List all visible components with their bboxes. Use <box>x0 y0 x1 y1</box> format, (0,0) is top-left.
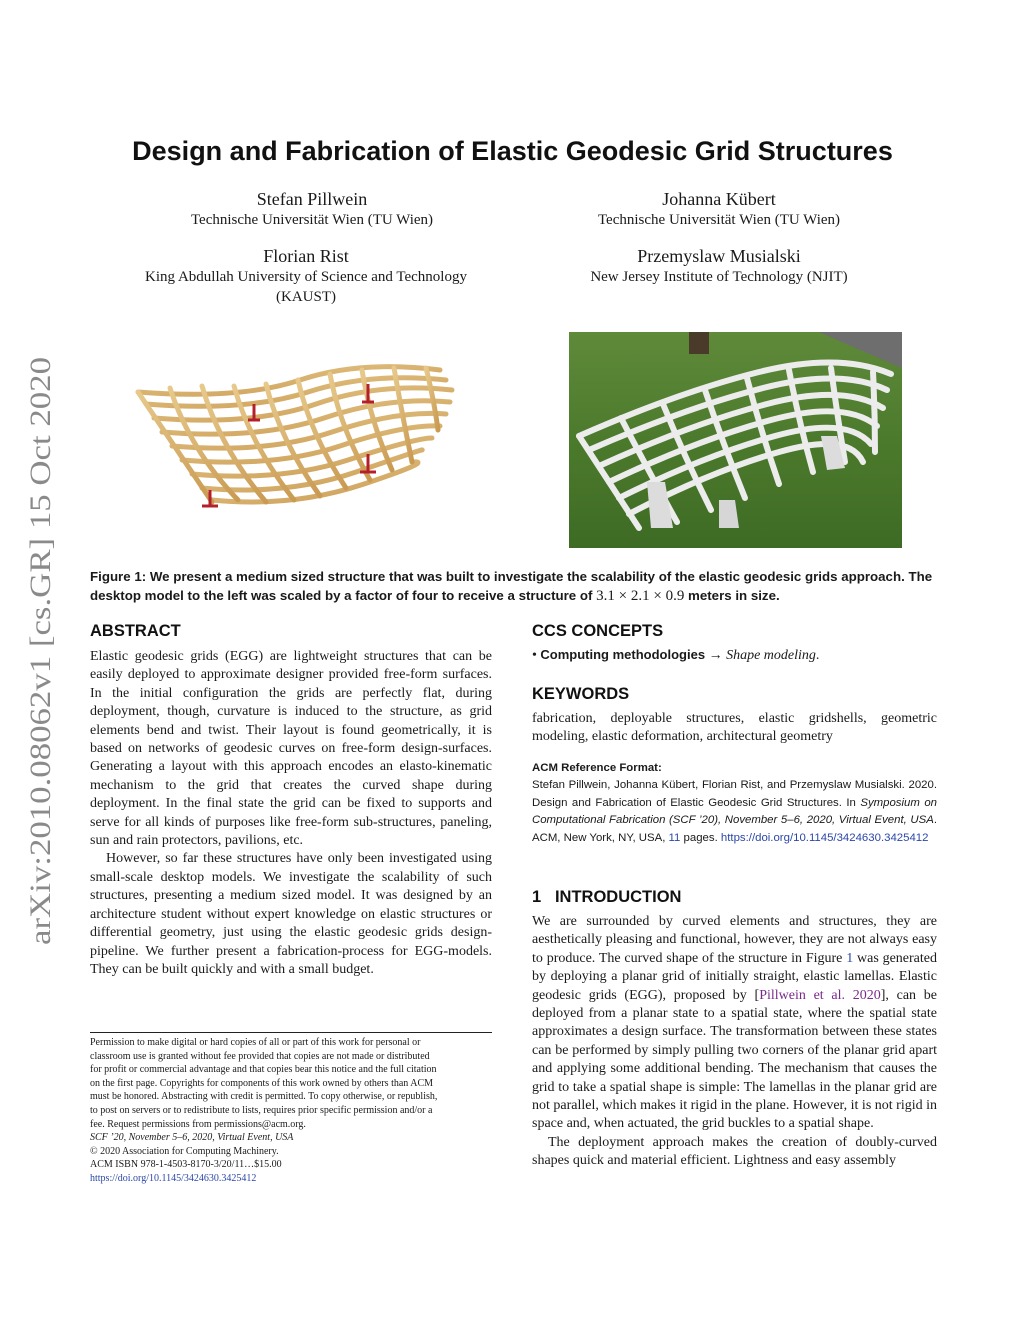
permission-line: on the first page. Copyrights for components of this work owned by others than ACM <box>90 1077 434 1089</box>
ccs-arrow-icon: → <box>708 648 723 663</box>
citation-link[interactable]: Pillwein et al. 2020 <box>759 987 881 1003</box>
section-title: INTRODUCTION <box>554 888 682 906</box>
abstract-heading: ABSTRACT <box>90 622 181 640</box>
permission-line: classroom use is granted without fee provided that copies are not made or distributed <box>90 1050 430 1062</box>
figure-ref-link[interactable]: 1 <box>846 950 854 966</box>
introduction-paragraph: The deployment approach makes the creation of doubly-curved shapes quick and material efficient. Lightness and easy assembly <box>532 1134 937 1169</box>
author-name: Przemyslaw Musialski <box>637 246 801 266</box>
permission-line: to post on servers or to redistribute to lists, requires prior specific permission and/or a <box>90 1104 433 1116</box>
keywords-text: fabrication, deployable structures, elastic gridshells, geometric modeling, elastic deformation, architectural geometry <box>532 711 937 745</box>
caption-text: Figure 1: We present a medium sized structure that was built to investigate the scalability of the elastic geodesic grids approach. The desktop model to the left was scaled by a factor of four to receive a structure of <box>90 569 933 603</box>
permission-line: for profit or commercial advantage and that copies bear this notice and the full citation <box>90 1064 437 1076</box>
ccs-concept: Shape modeling <box>726 648 816 663</box>
built-structure-illustration <box>569 332 902 548</box>
ccs-heading: CCS CONCEPTS <box>532 622 664 640</box>
introduction-body <box>532 913 937 1171</box>
reference-label: ACM Reference Format: <box>532 762 662 774</box>
figure-built-structure-photo <box>569 332 902 548</box>
abstract-body <box>90 648 492 979</box>
permission-isbn: ACM ISBN 978-1-4503-8170-3/20/11…$15.00 <box>90 1159 282 1171</box>
section-number: 1 <box>532 888 542 906</box>
permission-notice <box>90 1036 492 1186</box>
author-block <box>509 245 929 287</box>
keywords-body <box>532 710 937 747</box>
figure-caption <box>90 567 936 606</box>
caption-math-dimensions: 3.1 × 2.1 × 0.9 <box>596 588 685 604</box>
author-name: Stefan Pillwein <box>256 189 368 209</box>
reference-text: Stefan Pillwein, Johanna Kübert, Florian Rist, and Przemyslaw Musialski. 2020. Design and Fabrication of Elastic Geodesic Grid Structures. In <box>532 779 937 809</box>
ccs-concept-line <box>532 647 819 664</box>
paper-title: Design and Fabrication of Elastic Geodesic Grid Structures <box>132 136 893 166</box>
author-affiliation: Technische Universität Wien (TU Wien) <box>190 212 434 228</box>
intro-text: was generated by deploying a planar grid of initially straight, elastic lamellas. Elastic geodesic grids (EGG), proposed by [ <box>532 950 937 1003</box>
acm-reference-format <box>532 760 937 847</box>
author-affiliation: (KAUST) <box>276 289 336 305</box>
permission-line: fee. Request permissions from permissions@acm.org. <box>90 1118 306 1130</box>
arxiv-stamp-graphic <box>14 355 60 945</box>
desktop-model-illustration <box>120 340 520 540</box>
permission-copyright: © 2020 Association for Computing Machinery. <box>90 1145 279 1157</box>
arxiv-stamp <box>14 355 60 945</box>
reference-text: . ACM, New York, NY, USA, <box>532 814 937 844</box>
ccs-end: . <box>815 648 820 663</box>
reference-pages-link[interactable]: 11 <box>668 831 681 844</box>
abstract-paragraph: However, so far these structures have only been investigated using small-scale desktop models. We investigate the scalability of such structures, presenting a medium sized model. It was designed by an architecture student without expert knowledge on elastic structures or differential geometry, just using the elastic geodesic grids design-pipeline. We further present a fabrication-process for EGG-models. They can be built quickly and with a small budget. <box>90 851 492 977</box>
author-name: Florian Rist <box>263 246 349 266</box>
introduction-heading <box>532 888 681 907</box>
reference-venue: Symposium on Computational Fabrication (SCF ’20), November 5–6, 2020, Virtual Event, USA <box>532 796 938 827</box>
author-block <box>509 188 929 230</box>
permission-line: must be honored. Abstracting with credit is permitted. To copy otherwise, or republish, <box>90 1091 438 1103</box>
figure-desktop-model <box>120 340 520 540</box>
reference-doi-link[interactable]: https://doi.org/10.1145/3424630.3425412 <box>720 831 929 844</box>
author-name: Johanna Kübert <box>662 189 776 209</box>
permission-line: Permission to make digital or hard copies of all or part of this work for personal or <box>90 1037 421 1048</box>
author-affiliation: King Abdullah University of Science and Technology <box>145 269 467 285</box>
author-affiliation: New Jersey Institute of Technology (NJIT) <box>590 269 848 285</box>
abstract-paragraph: Elastic geodesic grids (EGG) are lightweight structures that can be easily deployed to approximate designer provided free-form surfaces. In the initial configuration the grids are perfectly flat, during deployment, though, curvature is induced to the structure, as grid elements bend and twist. Their layout is found geometrically, it is based on networks of geodesic curves on free-form design-surfaces. Generating a layout with this approach encodes an elasto-kinematic mechanism to the grid that creates the curved shape during deployment. In the final state the grid can be fixed to supports and serve for all kinds of purposes like free-form sub-structures, paneling, sun and rain protectors, pavilions, etc. <box>90 649 492 849</box>
arxiv-stamp-text: arXiv:2010.08062v1 [cs.GR] 15 Oct 2020 <box>24 438 57 945</box>
caption-text-end: meters in size. <box>688 588 780 603</box>
permission-venue: SCF ’20, November 5–6, 2020, Virtual Event, USA <box>90 1132 294 1144</box>
reference-text: pages. <box>683 831 718 844</box>
ccs-bullet: • <box>532 648 537 663</box>
keywords-heading: KEYWORDS <box>532 685 630 703</box>
intro-text: We are surrounded by curved elements and structures, they are aesthetically pleasing and functional, however, they are not always easy to produce. The curved shape of the structure in Figure <box>532 914 937 966</box>
introduction-paragraph <box>532 913 937 1134</box>
footnote-rule <box>90 1032 492 1033</box>
permission-doi-link[interactable]: https://doi.org/10.1145/3424630.3425412 <box>90 1172 257 1184</box>
author-block <box>96 245 516 307</box>
author-block <box>102 188 522 230</box>
intro-text: ], can be deployed from a planar state to a spatial state, where the spatial state approximates a design surface. The transformation between these states can be performed by simply pulling two corners of the planar grid apart and applying some additional bending. The mechanism that causes the grid to take a spatial shape is simple: The lamellas in the planar grid are not parallel, which makes it rigid in the plane. However, it is not rigid in space and, when actuated, the grid buckles to a spatial shape. <box>532 987 937 1132</box>
author-affiliation: Technische Universität Wien (TU Wien) <box>597 212 841 228</box>
ccs-category: Computing methodologies <box>540 647 706 662</box>
